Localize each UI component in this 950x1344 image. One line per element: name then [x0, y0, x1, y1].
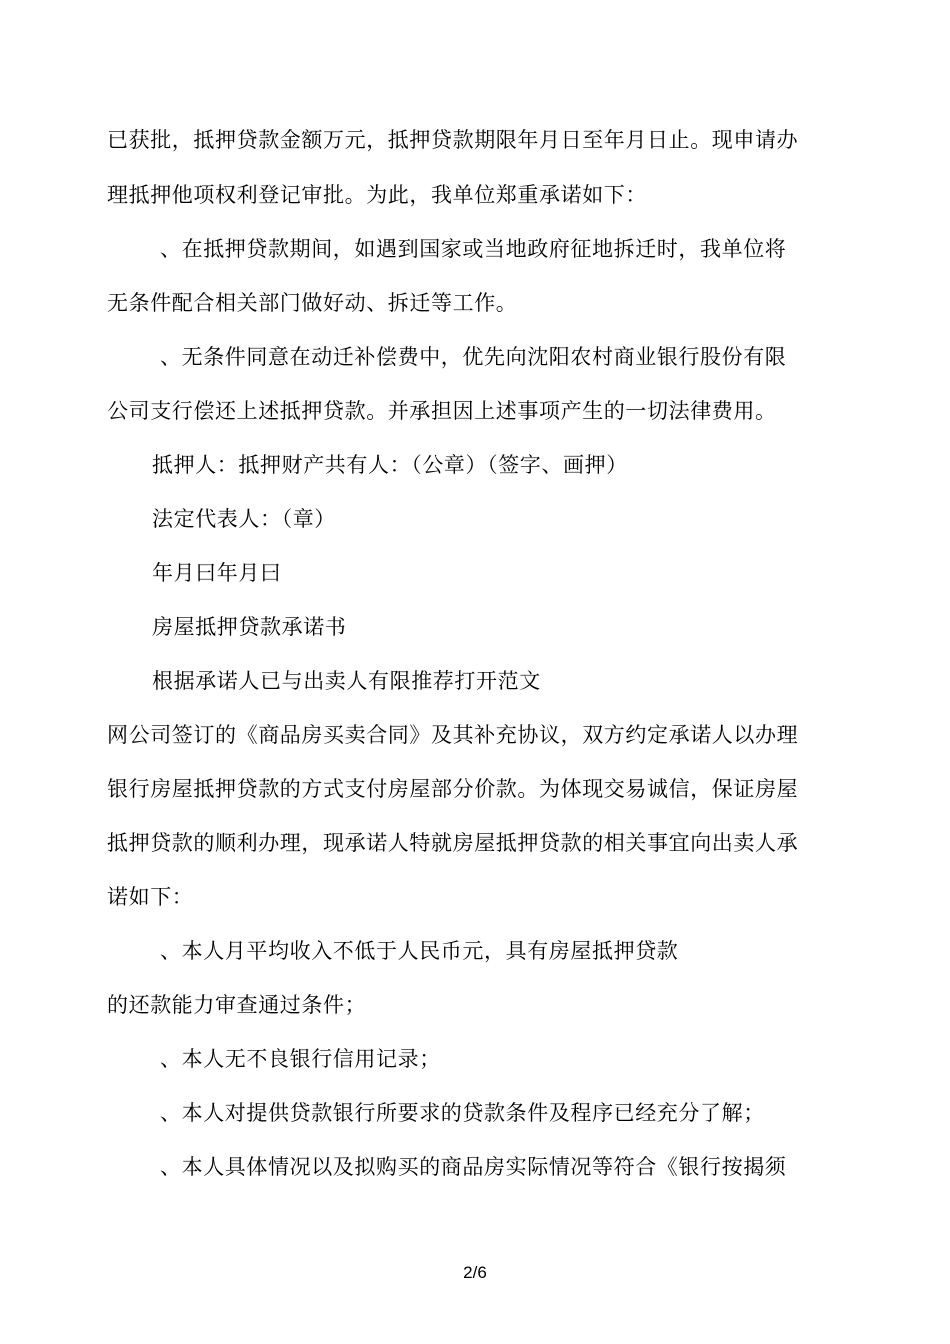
- text-line: 根据承诺人已与出卖人有限推荐打开范文: [152, 669, 541, 693]
- text-line: 、无条件同意在动迁补偿费中，优先向沈阳农村商业银行股份有限: [160, 345, 787, 369]
- text-line: 、本人具体情况以及拟购买的商品房实际情况等符合《银行按揭须: [160, 1155, 787, 1179]
- text-line: 抵押人：抵押财产共有人：（公章）（签字、画押）: [152, 453, 628, 477]
- text-line: 抵押贷款的顺利办理，现承诺人特就房屋抵押贷款的相关事宜向出卖人承: [107, 831, 799, 855]
- text-line: 、本人对提供贷款银行所要求的贷款条件及程序已经充分了解；: [160, 1101, 765, 1125]
- text-line: 无条件配合相关部门做好动、拆迁等工作。: [107, 291, 518, 315]
- text-line: 已获批，抵押贷款金额万元，抵押贷款期限年月日至年月日止。现申请办: [107, 128, 799, 152]
- text-line: 网公司签订的《商品房买卖合同》及其补充协议，双方约定承诺人以办理: [107, 723, 799, 747]
- text-line: 的还款能力审查通过条件；: [107, 993, 367, 1017]
- section-heading: 房屋抵押贷款承诺书: [152, 615, 347, 639]
- text-line: 银行房屋抵押贷款的方式支付房屋部分价款。为体现交易诚信，保证房屋: [107, 777, 799, 801]
- text-line: 年月曰年月曰: [152, 561, 282, 585]
- text-line: 、本人无不良银行信用记录；: [160, 1047, 441, 1071]
- text-line: 诺如下：: [107, 885, 194, 909]
- text-line: 、在抵押贷款期间，如遇到国家或当地政府征地拆迁时，我单位将: [160, 237, 787, 261]
- page-number: 2/6: [463, 1263, 487, 1282]
- text-line: 理抵押他项权利登记审批。为此，我单位郑重承诺如下：: [107, 183, 647, 207]
- text-line: 、本人月平均收入不低于人民币元，具有房屋抵押贷款: [160, 939, 679, 963]
- text-line: 公司支行偿还上述抵押贷款。并承担因上述事项产生的一切法律费用。: [107, 399, 777, 423]
- text-line: 法定代表人：（章）: [152, 507, 336, 531]
